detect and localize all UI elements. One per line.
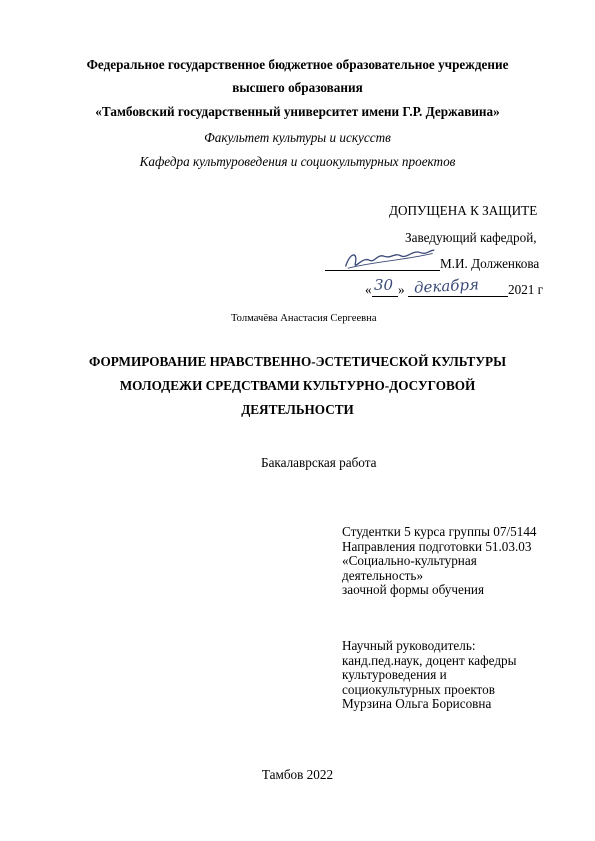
org-line-2: высшего образования: [232, 80, 363, 95]
faculty-name: Факультет культуры и искусств: [204, 130, 391, 145]
admitted-to-defense: ДОПУЩЕНА К ЗАЩИТЕ: [389, 203, 538, 218]
university-name: «Тамбовский государственный университет имени Г.Р. Державина»: [95, 104, 500, 119]
thesis-title-line-1: ФОРМИРОВАНИЕ НРАВСТВЕННО-ЭСТЕТИЧЕСКОЙ КУЛЬТУРЫ: [88, 354, 507, 369]
thesis-title-line-2: МОЛОДЕЖИ СРЕДСТВАМИ КУЛЬТУРНО-ДОСУГОВОЙ: [119, 378, 476, 393]
author-name: Толмачёва Анастасия Сергеевна: [231, 313, 377, 324]
signature-handwriting: [340, 239, 439, 279]
supervisor-info-line: культуроведения и: [342, 667, 447, 682]
date-day-handwritten: 30: [374, 276, 394, 294]
thesis-title-line-3: ДЕЯТЕЛЬНОСТИ: [241, 402, 354, 417]
student-info-line: деятельность»: [342, 567, 424, 583]
student-info-line: Студентки 5 курса группы 07/5144: [342, 524, 537, 539]
supervisor-info-line: социокультурных проектов: [342, 681, 495, 697]
student-info-line: заочной формы обучения: [342, 582, 485, 597]
date-quote-open: «: [365, 282, 372, 297]
signature-scribble: [340, 239, 438, 275]
supervisor-info-line: канд.пед.наук, доцент кафедры: [342, 652, 517, 668]
head-of-department-name: М.И. Долженкова: [440, 256, 540, 271]
date-month-handwritten: декабря: [413, 275, 480, 297]
head-of-department-label: Заведующий кафедрой,: [405, 230, 537, 245]
supervisor-info: [342, 639, 516, 712]
student-info-line: «Социально-культурная: [342, 553, 477, 568]
work-type: Бакалаврская работа: [261, 455, 377, 470]
supervisor-info-line: Научный руководитель:: [342, 638, 476, 653]
student-info-line: Направления подготовки 51.03.03: [342, 538, 532, 554]
day-underline: [372, 296, 398, 297]
supervisor-info-line: Мурзина Ольга Борисовна: [342, 696, 492, 711]
student-info: [342, 525, 537, 598]
department-name: Кафедра культуроведения и социокультурных проектов: [139, 154, 456, 169]
date-quote-close: »: [398, 282, 405, 297]
city-year: Тамбов 2022: [261, 767, 334, 782]
org-line-1: Федеральное государственное бюджетное образовательное учреждение: [86, 57, 509, 72]
date-year: 2021 г: [508, 282, 544, 297]
